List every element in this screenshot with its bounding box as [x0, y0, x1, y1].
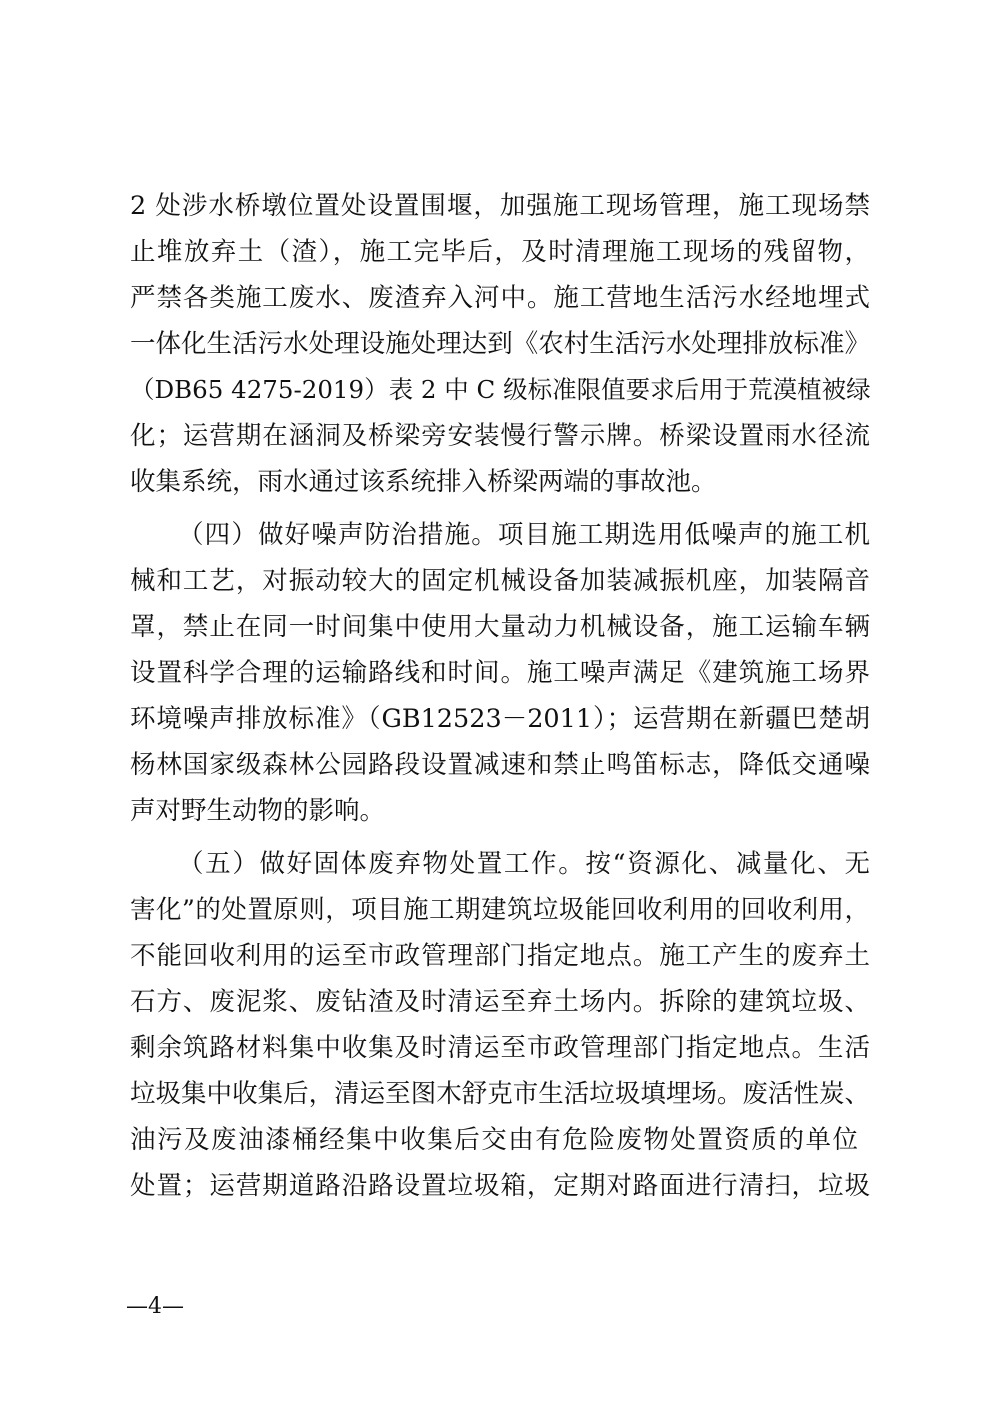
- text-line: 处置；运营期道路沿路设置垃圾箱，定期对路面进行清扫，垃圾: [130, 1171, 870, 1201]
- text-line: 剩余筑路材料集中收集及时清运至市政管理部门指定地点。生活: [130, 1033, 870, 1063]
- text-line: 严禁各类施工废水、废渣弃入河中。施工营地生活污水经地埋式: [130, 283, 870, 313]
- text-line: 化；运营期在涵洞及桥梁旁安装慢行警示牌。桥梁设置雨水径流: [130, 421, 870, 451]
- page-number: —4—: [126, 1294, 184, 1319]
- text-line: 垃圾集中收集后，清运至图木舒克市生活垃圾填埋场。废活性炭、: [130, 1079, 870, 1109]
- text-line: 罩，禁止在同一时间集中使用大量动力机械设备，施工运输车辆: [130, 612, 870, 642]
- text-line: 一体化生活污水处理设施处理达到《农村生活污水处理排放标准》: [130, 329, 870, 359]
- text-line: 设置科学合理的运输路线和时间。施工噪声满足《建筑施工场界: [130, 658, 870, 688]
- text-line: 石方、废泥浆、废钻渣及时清运至弃土场内。拆除的建筑垃圾、: [130, 987, 870, 1017]
- text-line: 杨林国家级森林公园路段设置减速和禁止鸣笛标志，降低交通噪: [130, 750, 870, 780]
- text-line: （四）做好噪声防治措施。项目施工期选用低噪声的施工机: [178, 520, 870, 550]
- text-line: （五）做好固体废弃物处置工作。按“资源化、减量化、无: [178, 849, 870, 879]
- text-line: 环境噪声排放标准》（GB12523－2011）；运营期在新疆巴楚胡: [130, 704, 870, 734]
- text-line: 声对野生动物的影响。: [130, 796, 386, 826]
- text-line: 油污及废油漆桶经集中收集后交由有危险废物处置资质的单位: [130, 1125, 858, 1155]
- text-line: 2 处涉水桥墩位置处设置围堰，加强施工现场管理，施工现场禁: [130, 191, 870, 221]
- text-line: 不能回收利用的运至市政管理部门指定地点。施工产生的废弃土: [130, 941, 870, 971]
- text-line: 械和工艺，对振动较大的固定机械设备加装减振机座，加装隔音: [130, 566, 870, 596]
- text-line: （DB65 4275-2019）表 2 中 C 级标准限值要求后用于荒漠植被绿: [130, 375, 871, 404]
- text-line: 害化”的处置原则，项目施工期建筑垃圾能回收利用的回收利用，: [130, 895, 870, 925]
- text-line: 止堆放弃土（渣），施工完毕后，及时清理施工现场的残留物，: [130, 237, 870, 267]
- text-line: 收集系统，雨水通过该系统排入桥梁两端的事故池。: [130, 467, 717, 497]
